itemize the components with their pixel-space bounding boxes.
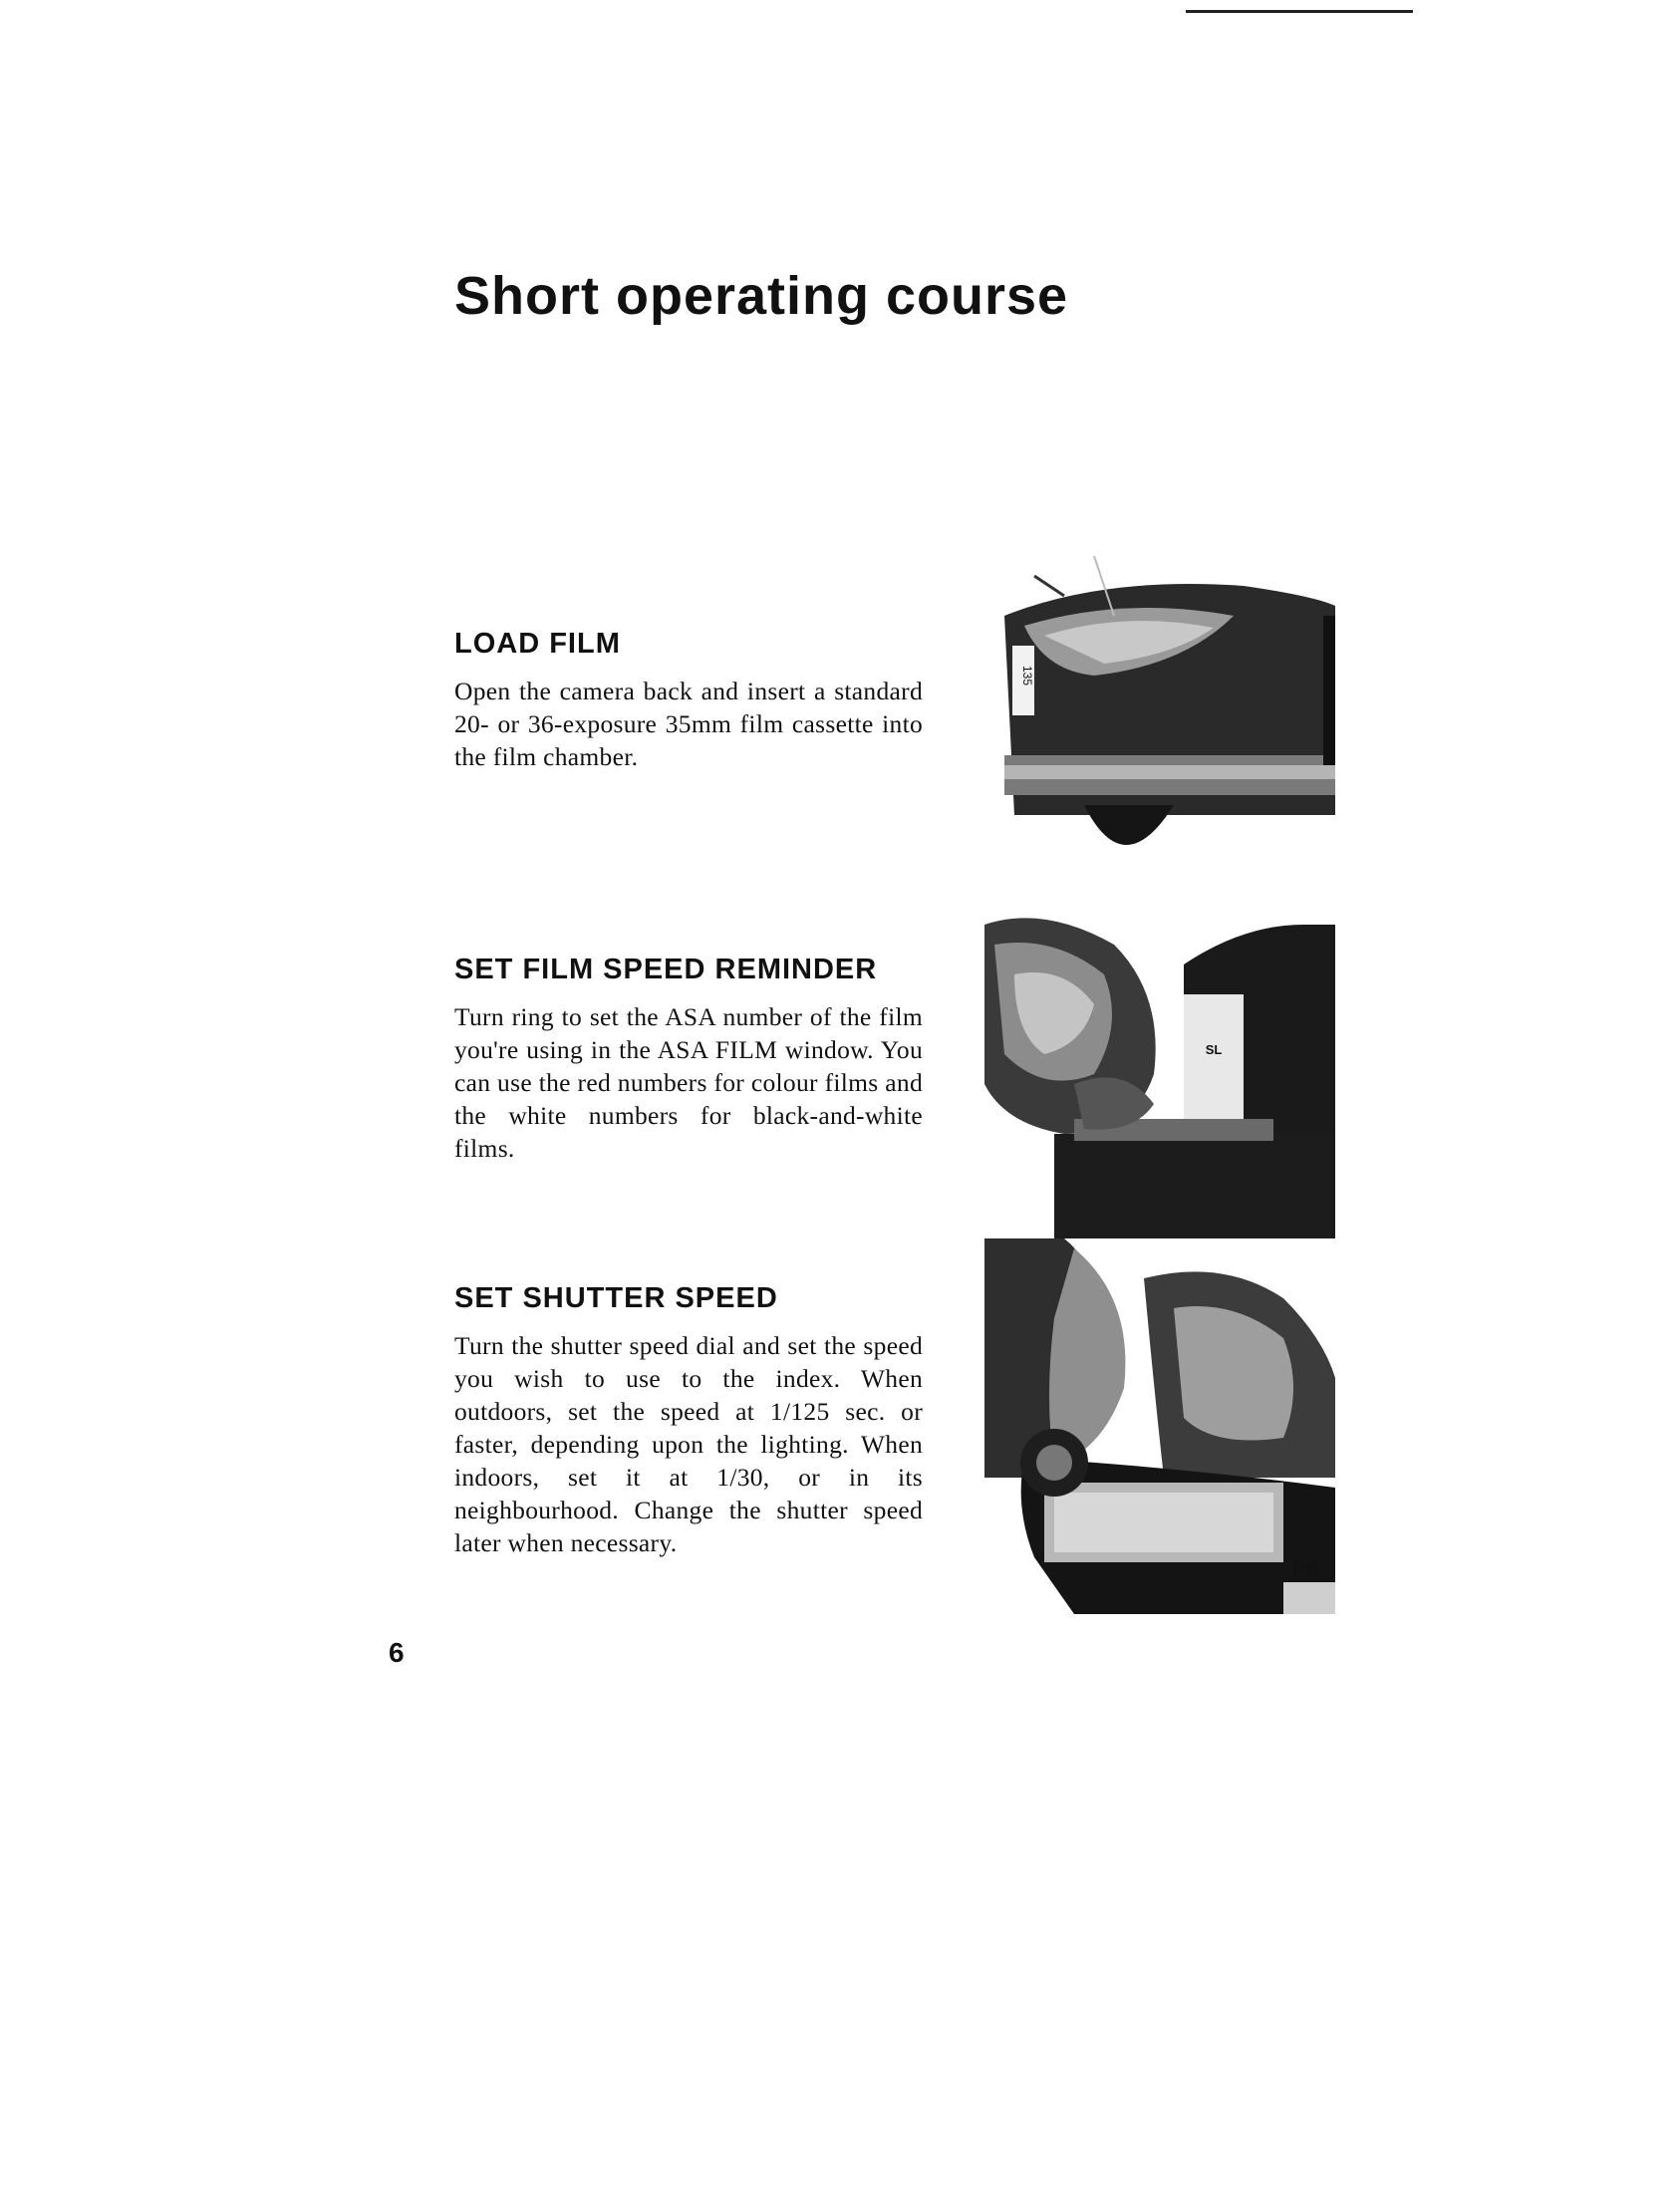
camera-model-label: SL — [1205, 1042, 1223, 1057]
page-number: 6 — [389, 1637, 405, 1668]
film-cassette-label: 135 — [1020, 665, 1034, 686]
photo-set-shutter-speed — [984, 1238, 1335, 1614]
section-set-film-speed-reminder — [454, 954, 923, 1165]
photo-set-film-speed — [984, 905, 1335, 1238]
photo-load-film — [984, 556, 1335, 895]
section-load-film — [454, 628, 923, 773]
camera-brand-lettering: PE — [1291, 1558, 1319, 1580]
section-heading: SET SHUTTER SPEED — [454, 1282, 778, 1314]
section-body: Turn the shutter speed dial and set the speed you wish to use to the index. When outdoors, set the speed at 1/125 sec. or faster, depending upon the lighting. When indoors, set it at 1/30, or in its neighbourhood. Change the shutter speed later when necessary. — [454, 1331, 923, 1557]
section-body: Open the camera back and insert a standard 20- or 36-exposure 35mm film cassette into the film chamber. — [454, 677, 923, 771]
page-title: Short operating course — [454, 266, 1069, 326]
section-set-shutter-speed — [454, 1282, 923, 1559]
section-heading: LOAD FILM — [454, 628, 621, 660]
section-body: Turn ring to set the ASA number of the film you're using in the ASA FILM window. You can use the red numbers for colour films and the white numbers for black-and-white films. — [454, 1002, 923, 1163]
top-rule — [1186, 10, 1413, 13]
section-heading: SET FILM SPEED REMINDER — [454, 954, 878, 985]
